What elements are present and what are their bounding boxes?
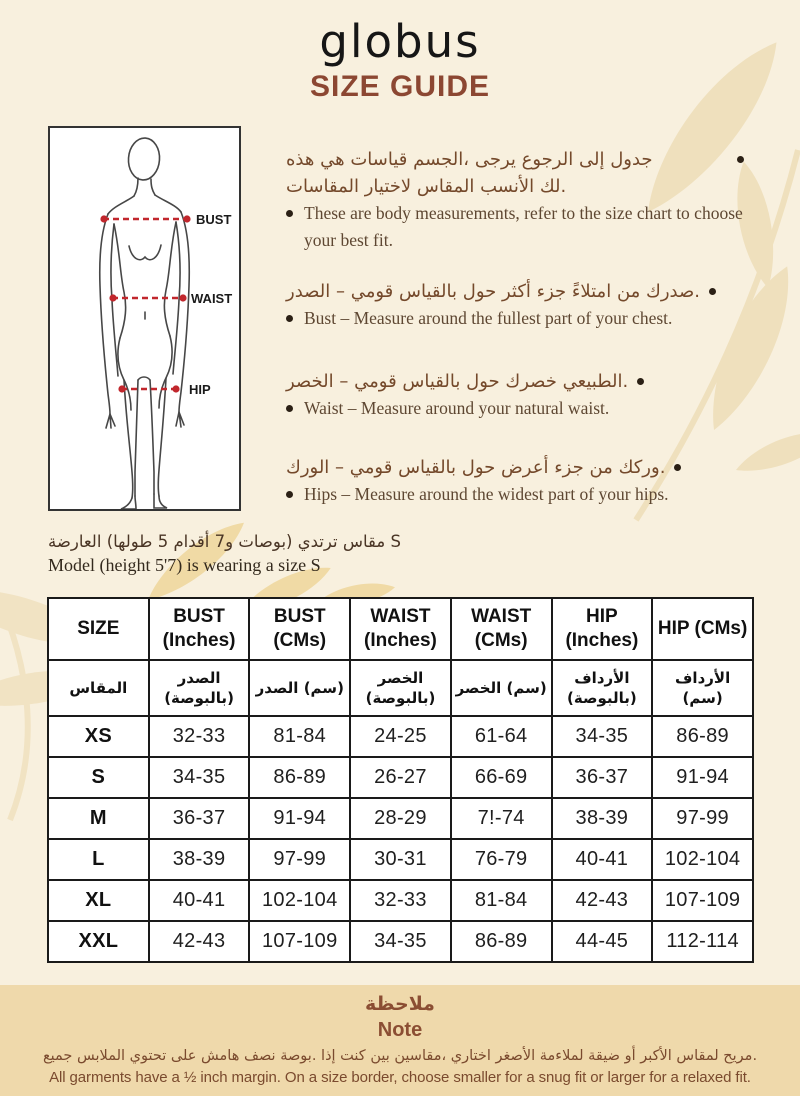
bullet-icon bbox=[286, 491, 293, 498]
note-title-ar: ملاحظة bbox=[365, 993, 435, 1015]
column-header-en: BUST (Inches) bbox=[149, 598, 250, 660]
female-figure-outline bbox=[100, 137, 189, 509]
column-header-en: HIP (CMs) bbox=[652, 598, 753, 660]
measurement-cell: 36-37 bbox=[149, 798, 250, 839]
instruction-group bbox=[286, 368, 744, 422]
column-header-en: HIP (Inches) bbox=[552, 598, 653, 660]
measurement-cell: 81-84 bbox=[249, 716, 350, 757]
model-info-ar: العارضة (طولها 5 أقدام و7 بوصات) ترتدي مقاس S bbox=[48, 532, 401, 551]
instruction-group bbox=[286, 278, 744, 332]
table-row bbox=[48, 716, 753, 757]
list-item bbox=[286, 368, 744, 395]
column-header-en: WAIST (Inches) bbox=[350, 598, 451, 660]
measurement-cell: 112-114 bbox=[652, 921, 753, 962]
model-info bbox=[48, 531, 401, 577]
measurement-cell: 97-99 bbox=[249, 839, 350, 880]
size-cell: XXL bbox=[48, 921, 149, 962]
column-header-ar: الصدر (بالبوصة) bbox=[149, 660, 250, 716]
measurement-cell: 42-43 bbox=[552, 880, 653, 921]
column-header-ar: المقاس bbox=[48, 660, 149, 716]
bullet-icon bbox=[709, 288, 716, 295]
column-header-ar: الصدر (سم) bbox=[249, 660, 350, 716]
bullet-icon bbox=[286, 315, 293, 322]
measurement-cell: 86-89 bbox=[451, 921, 552, 962]
list-item bbox=[286, 305, 744, 332]
column-header-ar: الأرداف (سم) bbox=[652, 660, 753, 716]
measurement-cell: 42-43 bbox=[149, 921, 250, 962]
measure-line-end-dots bbox=[100, 215, 190, 392]
table-header-row-ar bbox=[48, 660, 753, 716]
column-header-en: BUST (CMs) bbox=[249, 598, 350, 660]
list-item bbox=[286, 454, 744, 481]
bullet-icon bbox=[737, 156, 744, 163]
measurement-cell: 66-69 bbox=[451, 757, 552, 798]
measurement-cell: 7!-74 bbox=[451, 798, 552, 839]
list-item bbox=[286, 146, 744, 200]
measurement-cell: 34-35 bbox=[552, 716, 653, 757]
instruction-text-ar: هذه هي قياسات الجسم، يرجى الرجوع إلى جدول المقاسات لاختيار المقاس الأنسب لك. bbox=[286, 149, 653, 197]
page-header bbox=[0, 15, 800, 104]
size-cell: XS bbox=[48, 716, 149, 757]
measurement-cell: 34-35 bbox=[149, 757, 250, 798]
list-item bbox=[286, 278, 744, 305]
note-body-en: All garments have a ½ inch margin. On a size border, choose smaller for a snug fit or larger for a relaxed fit. bbox=[49, 1069, 751, 1086]
waist-label: WAIST bbox=[191, 291, 233, 306]
table-row bbox=[48, 921, 753, 962]
note-title-en: Note bbox=[377, 1019, 423, 1041]
bullet-icon bbox=[637, 378, 644, 385]
size-cell: M bbox=[48, 798, 149, 839]
column-header-ar: الخصر (بالبوصة) bbox=[350, 660, 451, 716]
table-row bbox=[48, 839, 753, 880]
column-header-ar: الأرداف (بالبوصة) bbox=[552, 660, 653, 716]
measurement-cell: 34-35 bbox=[350, 921, 451, 962]
measurement-cell: 102-104 bbox=[652, 839, 753, 880]
measurement-cell: 91-94 bbox=[249, 798, 350, 839]
table-row bbox=[48, 880, 753, 921]
size-cell: S bbox=[48, 757, 149, 798]
instruction-text-ar: الصدر – قومي بالقياس حول أكثر جزء امتلاءً من صدرك. bbox=[286, 281, 701, 302]
measurement-cell: 107-109 bbox=[249, 921, 350, 962]
measurement-cell: 44-45 bbox=[552, 921, 653, 962]
measurement-cell: 32-33 bbox=[350, 880, 451, 921]
measurement-cell: 76-79 bbox=[451, 839, 552, 880]
size-cell: L bbox=[48, 839, 149, 880]
list-item bbox=[286, 395, 744, 422]
brand-logo: globus bbox=[319, 15, 481, 68]
measurement-cell: 97-99 bbox=[652, 798, 753, 839]
measurement-cell: 38-39 bbox=[149, 839, 250, 880]
measurement-cell: 30-31 bbox=[350, 839, 451, 880]
figure-illustration bbox=[50, 128, 239, 509]
measurement-cell: 86-89 bbox=[249, 757, 350, 798]
instruction-group bbox=[286, 454, 744, 508]
measurement-instructions bbox=[286, 146, 744, 508]
measurement-cell: 28-29 bbox=[350, 798, 451, 839]
list-item bbox=[286, 200, 744, 254]
measurement-cell: 36-37 bbox=[552, 757, 653, 798]
instruction-text-en: These are body measurements, refer to the size chart to choose your best fit. bbox=[304, 203, 743, 250]
measurement-cell: 40-41 bbox=[149, 880, 250, 921]
instruction-text-ar: الخصر – قومي بالقياس حول خصرك الطبيعي. bbox=[286, 371, 629, 392]
list-item bbox=[286, 481, 744, 508]
measurement-cell: 86-89 bbox=[652, 716, 753, 757]
measurement-cell: 26-27 bbox=[350, 757, 451, 798]
table-header-row-en bbox=[48, 598, 753, 660]
measurement-cell: 38-39 bbox=[552, 798, 653, 839]
column-header-en: SIZE bbox=[48, 598, 149, 660]
bust-label: BUST bbox=[196, 212, 232, 227]
column-header-ar: الخصر (سم) bbox=[451, 660, 552, 716]
instruction-text-en: Bust – Measure around the fullest part of your chest. bbox=[304, 308, 673, 328]
measurement-cell: 107-109 bbox=[652, 880, 753, 921]
hip-label: HIP bbox=[189, 382, 211, 397]
bullet-icon bbox=[286, 405, 293, 412]
note-section bbox=[0, 985, 800, 1096]
measurement-cell: 81-84 bbox=[451, 880, 552, 921]
measurement-cell: 24-25 bbox=[350, 716, 451, 757]
bullet-icon bbox=[286, 210, 293, 217]
instruction-group bbox=[286, 146, 744, 254]
bullet-icon bbox=[674, 464, 681, 471]
measurement-cell: 40-41 bbox=[552, 839, 653, 880]
measurement-cell: 102-104 bbox=[249, 880, 350, 921]
model-info-en: Model (height 5'7) is wearing a size S bbox=[48, 555, 321, 575]
measurement-cell: 61-64 bbox=[451, 716, 552, 757]
instruction-text-ar: الورك – قومي بالقياس حول أعرض جزء من وركك. bbox=[286, 457, 666, 478]
note-body-ar: جميع الملابس تحتوي على هامش نصف بوصة. إذا كنت بين مقاسين، اختاري الأصغر لملاءمة ضيقة أو الأكبر لمقاس مريح. bbox=[42, 1048, 758, 1064]
size-chart-table bbox=[47, 597, 754, 963]
column-header-en: WAIST (CMs) bbox=[451, 598, 552, 660]
table-row bbox=[48, 798, 753, 839]
table-row bbox=[48, 757, 753, 798]
measurement-cell: 32-33 bbox=[149, 716, 250, 757]
size-cell: XL bbox=[48, 880, 149, 921]
body-measurement-diagram bbox=[48, 126, 241, 511]
page-title: SIZE GUIDE bbox=[309, 70, 491, 104]
instruction-text-en: Waist – Measure around your natural waist. bbox=[304, 398, 610, 418]
instruction-text-en: Hips – Measure around the widest part of your hips. bbox=[304, 484, 669, 504]
measurement-cell: 91-94 bbox=[652, 757, 753, 798]
